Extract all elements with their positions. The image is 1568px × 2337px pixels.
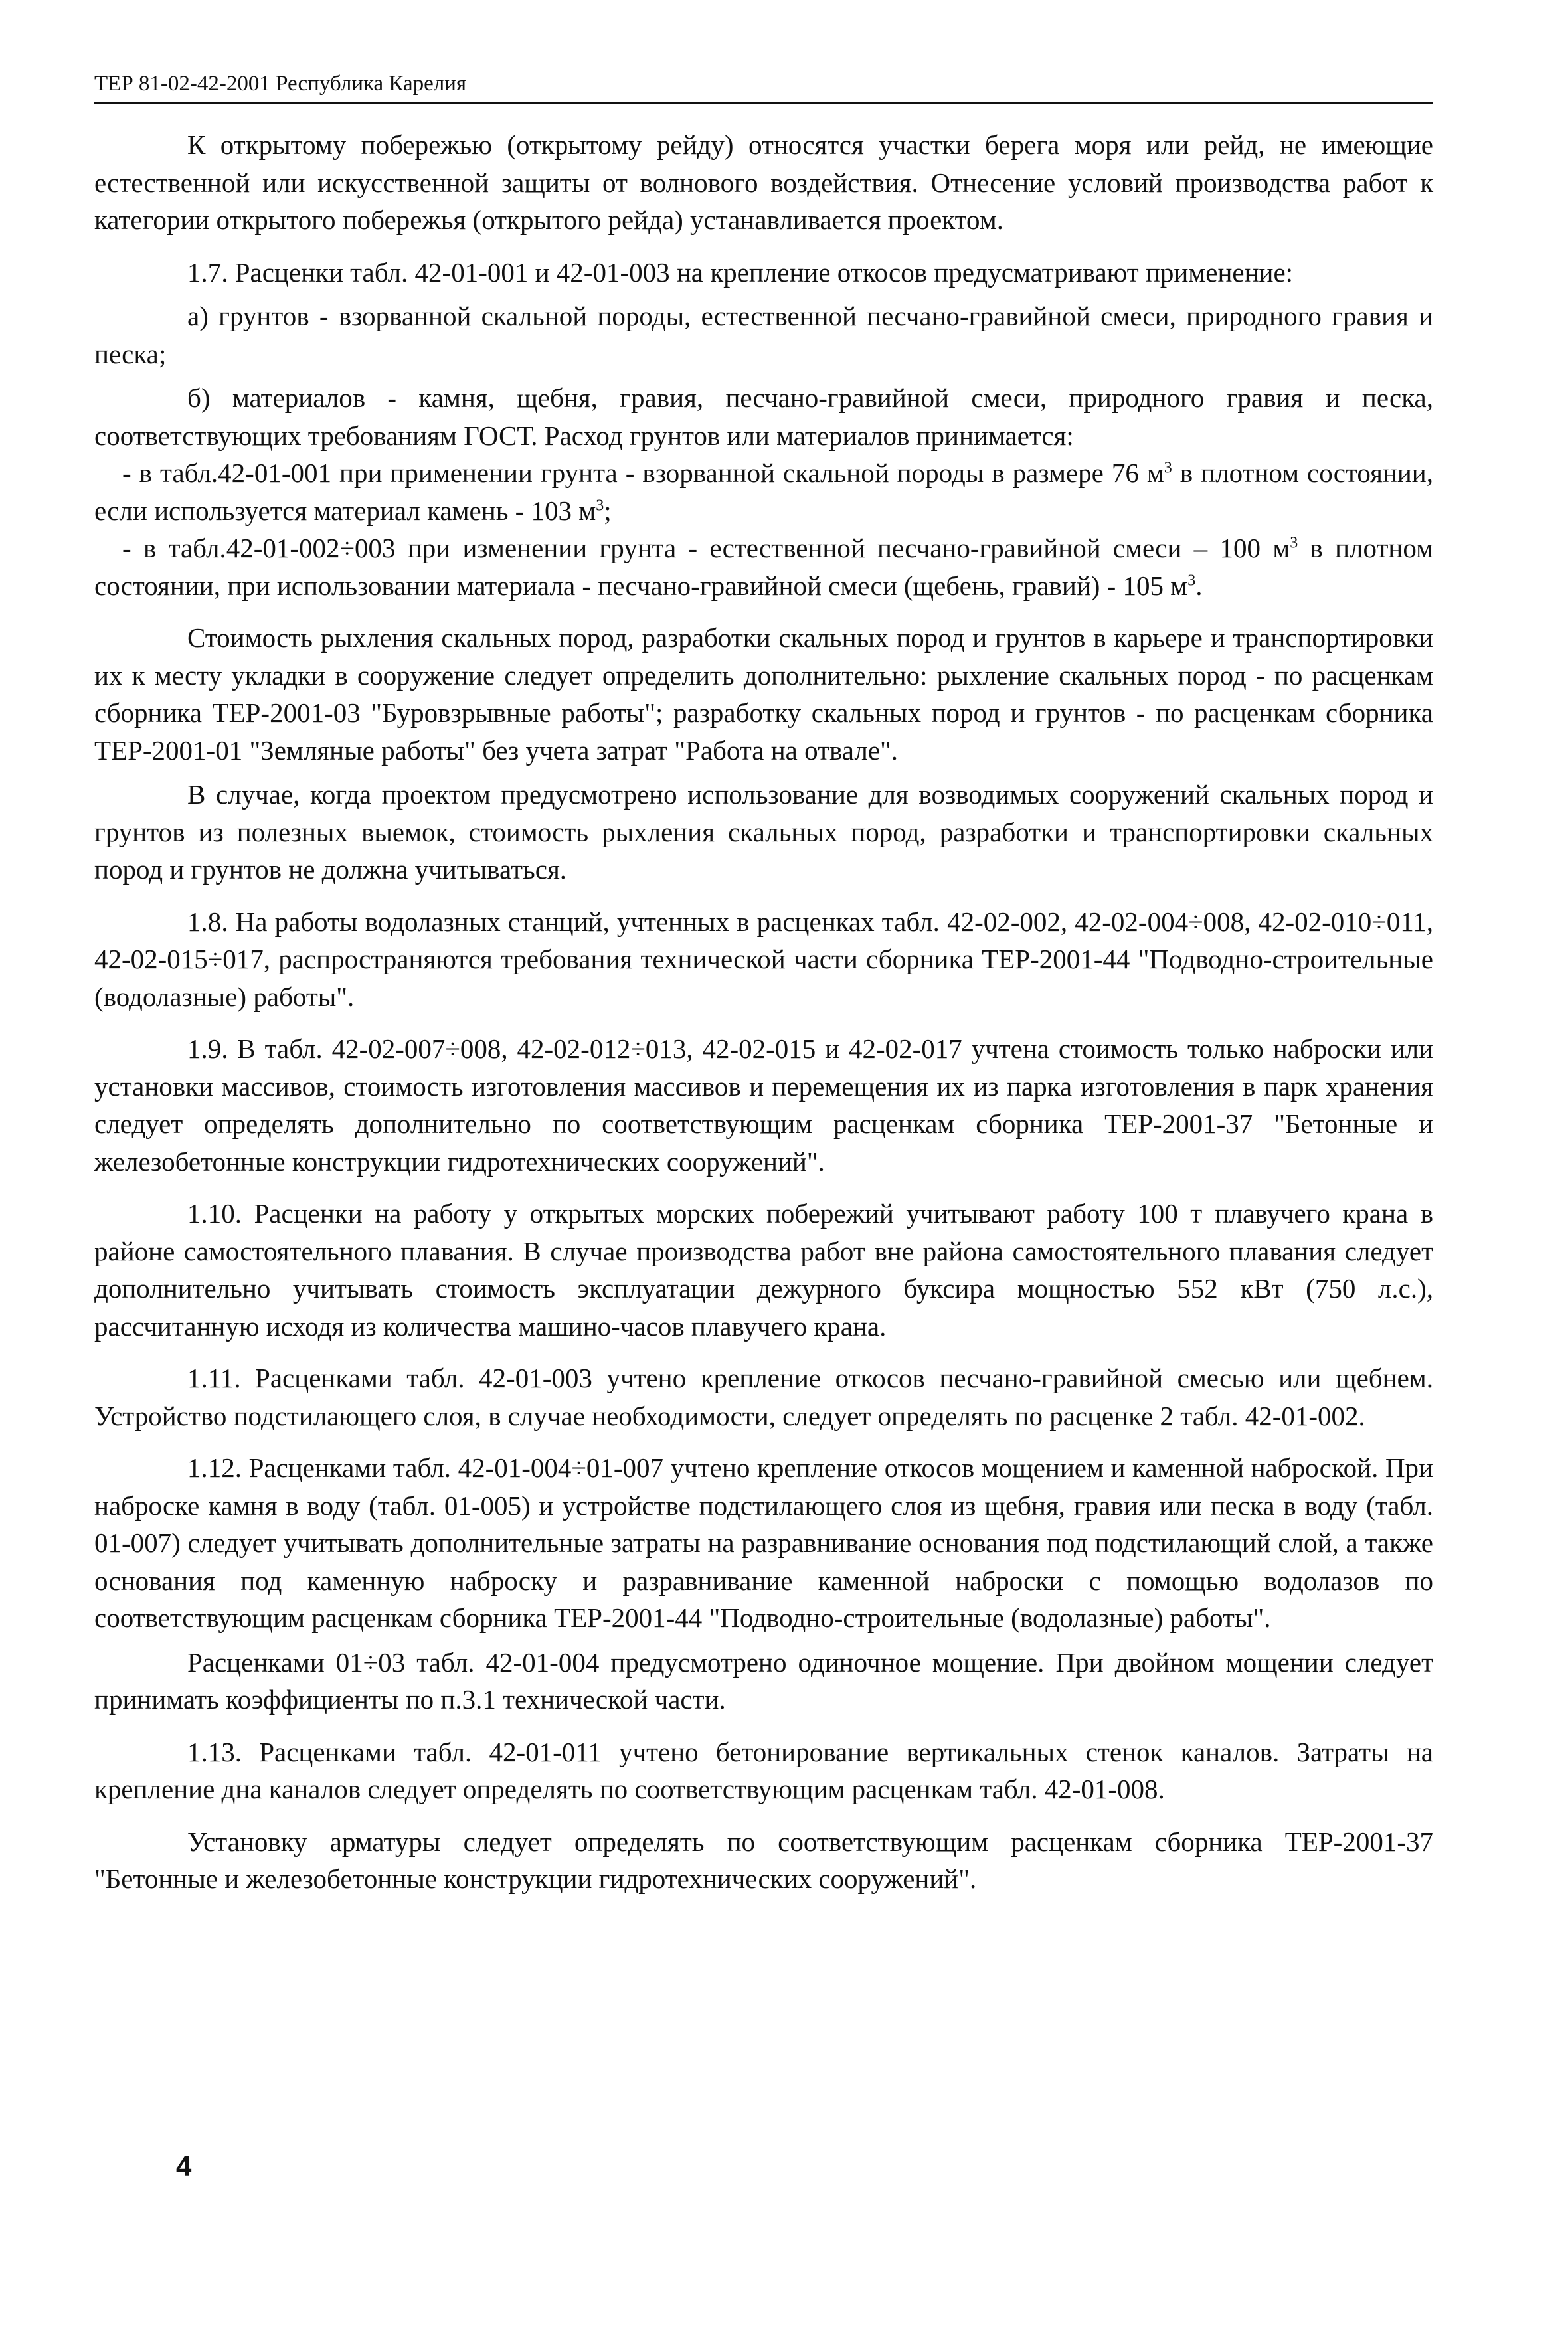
list-item-rock-text-1: - в табл.42-01-001 при применении грунта - взорванной скальной породы в размере 76 м <box>122 458 1164 488</box>
paragraph-reinforcement: Установку арматуры следует определять по соответствующим расценкам сборника ТЕР-2001-37 "Бетонные и железобетонные конструкции гидротехнических сооружений". <box>94 1826 1433 1894</box>
paragraph-1-10: 1.10. Расценки на работу у открытых морских побережий учитывают работу 100 т плавучего крана в районе самостоятельного плавания. В случае производства работ вне района самостоятельного плавания следует дополнительно учитывать стоимость эксплуатации дежурного буксира мощностью 552 кВт (750 л.с.), рассчитанную исходя из количества машино-часов плавучего крана. <box>94 1198 1433 1342</box>
paragraph-1-8: 1.8. На работы водолазных станций, учтенных в расценках табл. 42-02-002, 42-02-004÷008, 42-02-010÷011, 42-02-015÷017, распространяются требования технической части сборника ТЕР-2001-44 "Подводно-строительные (водолазные) работы". <box>94 906 1433 1012</box>
superscript: 3 <box>1164 459 1172 477</box>
superscript: 3 <box>1187 571 1196 589</box>
paragraph-rock-loosening-cost: Стоимость рыхления скальных пород, разработки скальных пород и грунтов в карьере и транспортировки их к месту укладки в сооружение следует определить дополнительно: рыхление скальных пород - по расценкам сборника ТЕР-2001-03 "Буровзрывные работы"; разработку скальных пород и грунтов - по расценкам сборника ТЕР-2001-01 "Земляные работы" без учета затрат "Работа на отвале". <box>94 622 1433 766</box>
paragraph-1-7: 1.7. Расценки табл. 42-01-001 и 42-01-003 на крепление откосов предусматривают применение: <box>187 256 1294 288</box>
list-item-sand-gravel-text-1: - в табл.42-01-002÷003 при изменении грунта - естественной песчано-гравийной смеси – 100 м <box>122 533 1290 563</box>
paragraph-1-13: 1.13. Расценками табл. 42-01-011 учтено бетонирование вертикальных стенок каналов. Затраты на крепление дна каналов следует определять по соответствующим расценкам табл. 42-01-008. <box>94 1736 1433 1804</box>
list-item-sand-gravel <box>94 529 1433 604</box>
paragraph-1-7-a: а) грунтов - взорванной скальной породы, естественной песчано-гравийной смеси, природного гравия и песка; <box>94 301 1433 369</box>
list-item-rock-text-3: ; <box>604 495 612 526</box>
paragraph-1-9: 1.9. В табл. 42-02-007÷008, 42-02-012÷013, 42-02-015 и 42-02-017 учтена стоимость только наброски или установки массивов, стоимость изготовления массивов и перемещения их из парка изготовления в парк хранения следует определять дополнительно по соответствующим расценкам сборника ТЕР-2001-37 "Бетонные и железобетонные конструкции гидротехнических сооружений". <box>94 1033 1433 1177</box>
paragraph-1-11: 1.11. Расценками табл. 42-01-003 учтено крепление откосов песчано-гравийной смесью или щебнем. Устройство подстилающего слоя, в случае необходимости, следует определять по расценке 2 табл. 42-01-002. <box>94 1363 1433 1431</box>
list-item-rock <box>94 454 1433 529</box>
paragraph-1-12: 1.12. Расценками табл. 42-01-004÷01-007 учтено крепление откосов мощением и каменной наброской. При наброске камня в воду (табл. 01-005) и устройстве подстилающего слоя из щебня, гравия или песка в воду (табл. 01-007) следует учитывать дополнительные затраты на разравнивание основания под подстилающий слой, а также основания под каменную наброску и разравнивание каменной наброски с помощью водолазов по соответствующим расценкам сборника ТЕР-2001-44 "Подводно-строительные (водолазные) работы". <box>94 1452 1433 1633</box>
paragraph-open-coast: К открытому побережью (открытому рейду) относятся участки берега моря или рейд, не имеющие естественной или искусственной защиты от волнового воздействия. Отнесение условий производства работ к категории открытого побережья (открытого рейда) устанавливается проектом. <box>94 130 1433 235</box>
page-number: 4 <box>176 2150 192 2182</box>
paragraph-useful-excavations: В случае, когда проектом предусмотрено использование для возводимых сооружений скальных пород и грунтов из полезных выемок, стоимость рыхления скальных пород, разработки и транспортировки скальных пород и грунтов не должна учитываться. <box>94 779 1433 885</box>
paragraph-1-7-b: б) материалов - камня, щебня, гравия, песчано-гравийной смеси, природного гравия и песка, соответствующих требованиям ГОСТ. Расход грунтов или материалов принимается: <box>94 383 1433 451</box>
list-item-rock-text-2: в плотном состоянии, если используется материал камень - 103 м <box>94 458 1433 526</box>
superscript: 3 <box>596 496 604 514</box>
document-body <box>94 126 1433 1898</box>
paragraph-single-paving: Расценками 01÷03 табл. 42-01-004 предусмотрено одиночное мощение. При двойном мощении следует принимать коэффициенты по п.3.1 технической части. <box>94 1646 1433 1715</box>
list-item-sand-gravel-text-2: в плотном состоянии, при использовании материала - песчано-гравийной смеси (щебень, гравий) - 105 м <box>94 533 1433 601</box>
list-item-sand-gravel-text-3: . <box>1195 570 1203 601</box>
running-header: ТЕР 81-02-42-2001 Республика Карелия <box>94 69 1433 104</box>
superscript: 3 <box>1290 534 1298 552</box>
